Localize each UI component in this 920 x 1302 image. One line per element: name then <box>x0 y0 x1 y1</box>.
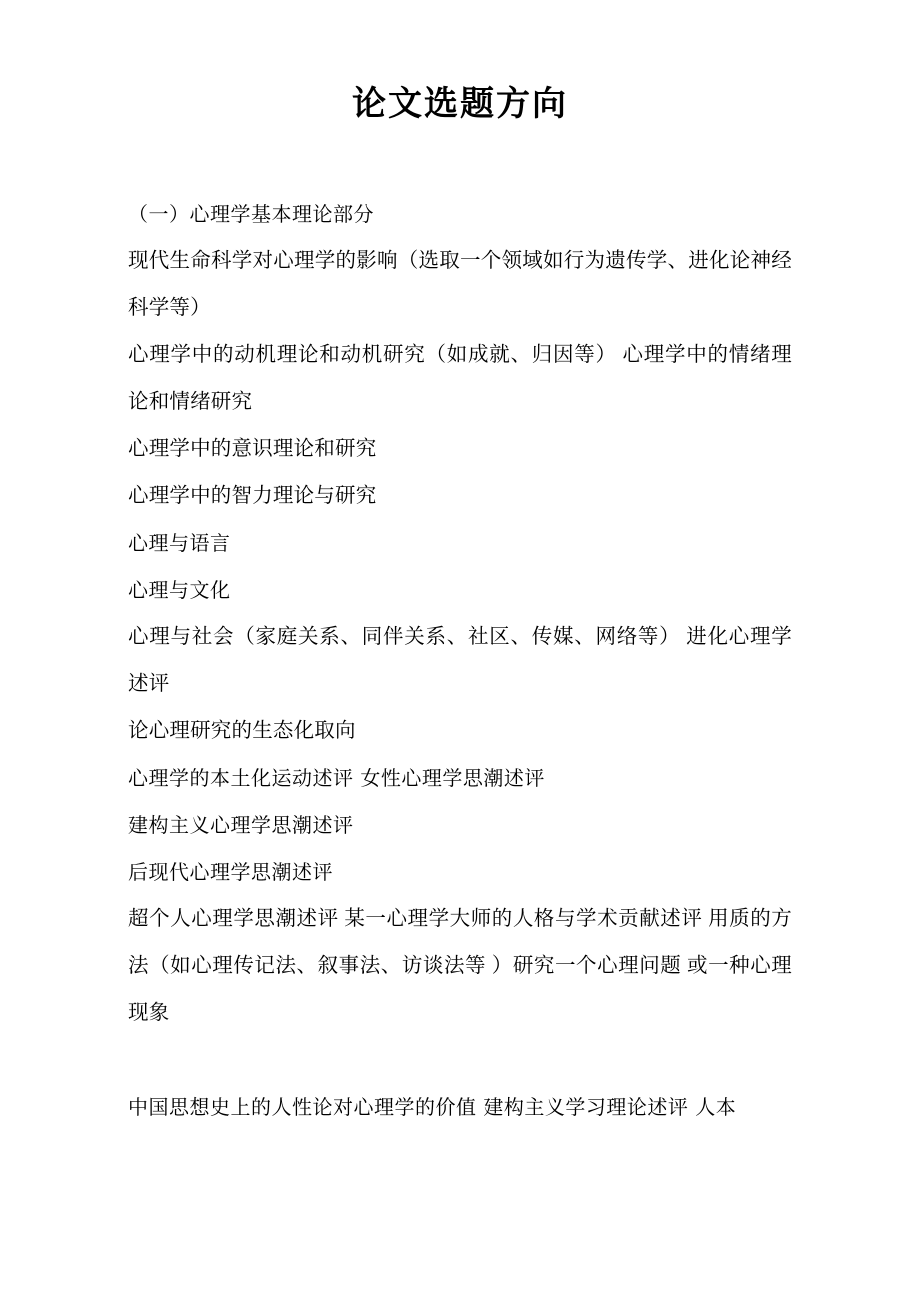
topic-paragraph: 建构主义心理学思潮述评 <box>128 812 354 837</box>
topic-paragraph: 心理学的本土化运动述评 女性心理学思潮述评 <box>128 765 545 790</box>
page-title: 论文选题方向 <box>352 84 568 124</box>
topic-paragraph: 后现代心理学思潮述评 <box>128 859 333 884</box>
topic-paragraph: 心理与文化 <box>128 577 231 602</box>
topic-paragraph: 现代生命科学对心理学的影响（选取一个领域如行为遗传学、进化论神经科学等） <box>128 249 792 319</box>
topic-paragraph: 论心理研究的生态化取向 <box>128 719 356 742</box>
document-body <box>128 191 792 1131</box>
topic-paragraph: 心理学中的意识理论和研究 <box>128 437 377 460</box>
topic-paragraph: 心理学中的动机理论和动机研究（如成就、归因等） 心理学中的情绪理论和情绪研究 <box>128 343 792 413</box>
topic-paragraph: 心理与语言 <box>128 530 231 555</box>
topic-paragraph: 超个人心理学思潮述评 某一心理学大师的人格与学术贡献述评 用质的方法（如心理传记法、叙事法、访谈法等 ）研究一个心理问题 或一种心理现象 <box>128 907 792 1024</box>
section-heading: （一）心理学基本理论部分 <box>128 201 374 226</box>
topic-paragraph: 中国思想史上的人性论对心理学的价值 建构主义学习理论述评 人本 <box>128 1094 737 1119</box>
topic-paragraph: 心理与社会（家庭关系、同伴关系、社区、传媒、网络等） 进化心理学述评 <box>128 625 792 695</box>
topic-paragraph: 心理学中的智力理论与研究 <box>128 484 377 507</box>
